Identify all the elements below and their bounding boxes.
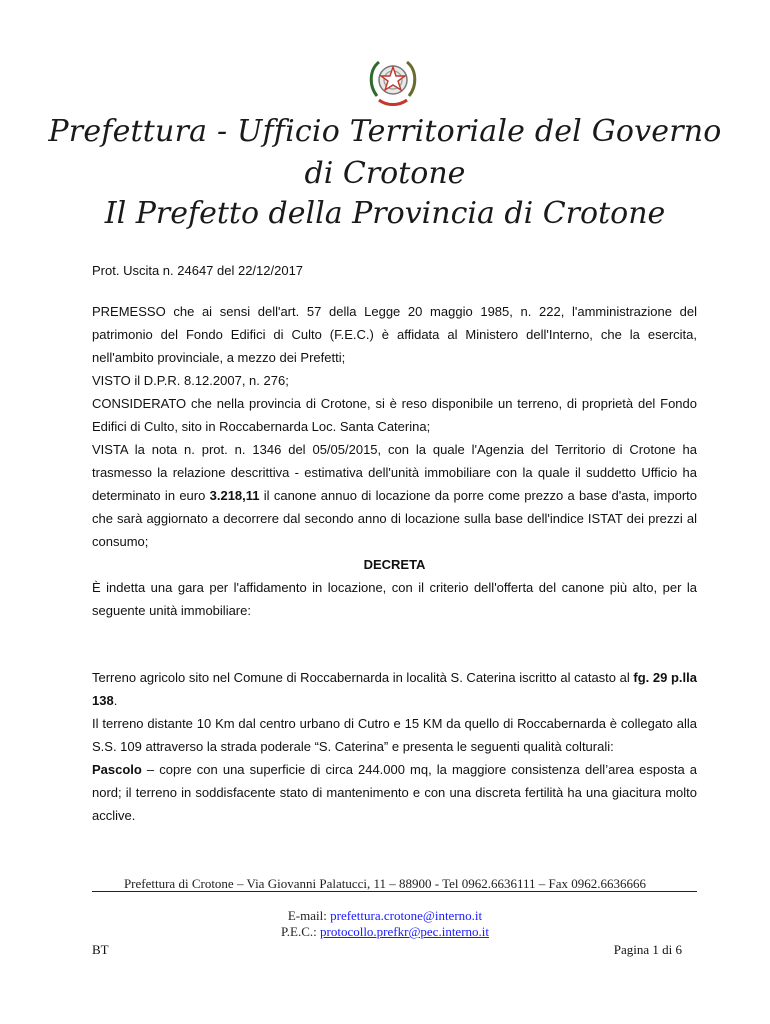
- footer-email-link[interactable]: prefettura.crotone@interno.it: [330, 908, 483, 923]
- vista-amount: 3.218,11: [209, 488, 260, 503]
- vista-text-b: il canone annuo di locazione da porre come prezzo a base d'asta, importo che sarà aggiornato a decorrere dal secondo anno di locazione sulla base dell'indice ISTAT dei prezzi al consumo;: [92, 488, 698, 549]
- header-line-3: Il Prefetto della Provincia di Crotone: [104, 196, 666, 231]
- terreno-text-c: .: [113, 693, 118, 708]
- header-line-1: Prefettura - Ufficio Territoriale del Governo: [48, 114, 722, 149]
- indetta-paragraph: È indetta una gara per l'affidamento in locazione, con il criterio dell'offerta del canone più alto, per la seguente unità immobiliare:: [92, 580, 697, 618]
- premesso-paragraph: PREMESSO che ai sensi dell'art. 57 della Legge 20 maggio 1985, n. 222, l'amministrazione del patrimonio del Fondo Edifici di Culto (F.E.C.) è affidata al Ministero dell'Interno, che la esercita, nell'ambito provinciale, a mezzo dei Prefetti;: [92, 304, 697, 365]
- footer-divider: [92, 891, 697, 892]
- italian-republic-emblem-icon: [361, 50, 425, 114]
- footer-initials: BT: [92, 942, 109, 957]
- terreno-catasto: fg. 29 p.lla 138: [92, 670, 698, 708]
- pascolo-label: Pascolo: [92, 762, 142, 777]
- protocol-line: [92, 259, 697, 282]
- vista-text-a: VISTA la nota n. prot. n. 1346 del 05/05/2015, con la quale l'Agenzia del Territorio di Crotone ha trasmesso la relazione descrittiva - estimativa dell'unità immobiliare con la quale il suddetto Ufficio ha determinato in euro: [92, 442, 697, 503]
- pascolo-text: – copre con una superficie di circa 244.000 mq, la maggiore consistenza dell’area esposta a nord; il terreno in soddisfacente stato di mantenimento e con una discreta fertilità ha una giacitura molto acclive.: [92, 762, 697, 823]
- footer-address: Prefettura di Crotone – Via Giovanni Palatucci, 11 – 88900 - Tel 0962.6636111 – Fax 0962.6636666: [123, 876, 647, 891]
- footer-pec-label: P.E.C.:: [280, 924, 320, 939]
- considerato-paragraph: CONSIDERATO che nella provincia di Crotone, si è reso disponibile un terreno, di proprietà del Fondo Edifici di Culto, sito in Roccabernarda Loc. Santa Caterina;: [92, 396, 697, 434]
- pascolo-paragraph: [92, 758, 697, 827]
- page-number: Pagina 1 di 6: [613, 942, 682, 957]
- vista-paragraph: [92, 438, 697, 553]
- protocol-text: Prot. Uscita n. 24647 del 22/12/2017: [92, 263, 304, 278]
- footer-pec-link[interactable]: protocollo.prefkr@pec.interno.it: [320, 924, 489, 939]
- decreta-heading: DECRETA: [363, 557, 426, 572]
- header-line-2: di Crotone: [304, 156, 466, 191]
- visto-paragraph: VISTO il D.P.R. 8.12.2007, n. 276;: [92, 373, 289, 388]
- terreno-text-a: Terreno agricolo sito nel Comune di Roccabernarda in località S. Caterina iscritto al catasto al: [92, 670, 634, 685]
- distante-paragraph: Il terreno distante 10 Km dal centro urbano di Cutro e 15 KM da quello di Roccabernarda è collegato alla S.S. 109 attraverso la strada poderale “S. Caterina” e presenta le seguenti qualità colturali:: [92, 716, 697, 754]
- footer-pec-line: [0, 924, 770, 940]
- footer-email-label: E-mail:: [287, 908, 331, 923]
- footer-email-line: [0, 908, 770, 924]
- terreno-paragraph: [92, 666, 697, 712]
- document-body: [92, 300, 697, 827]
